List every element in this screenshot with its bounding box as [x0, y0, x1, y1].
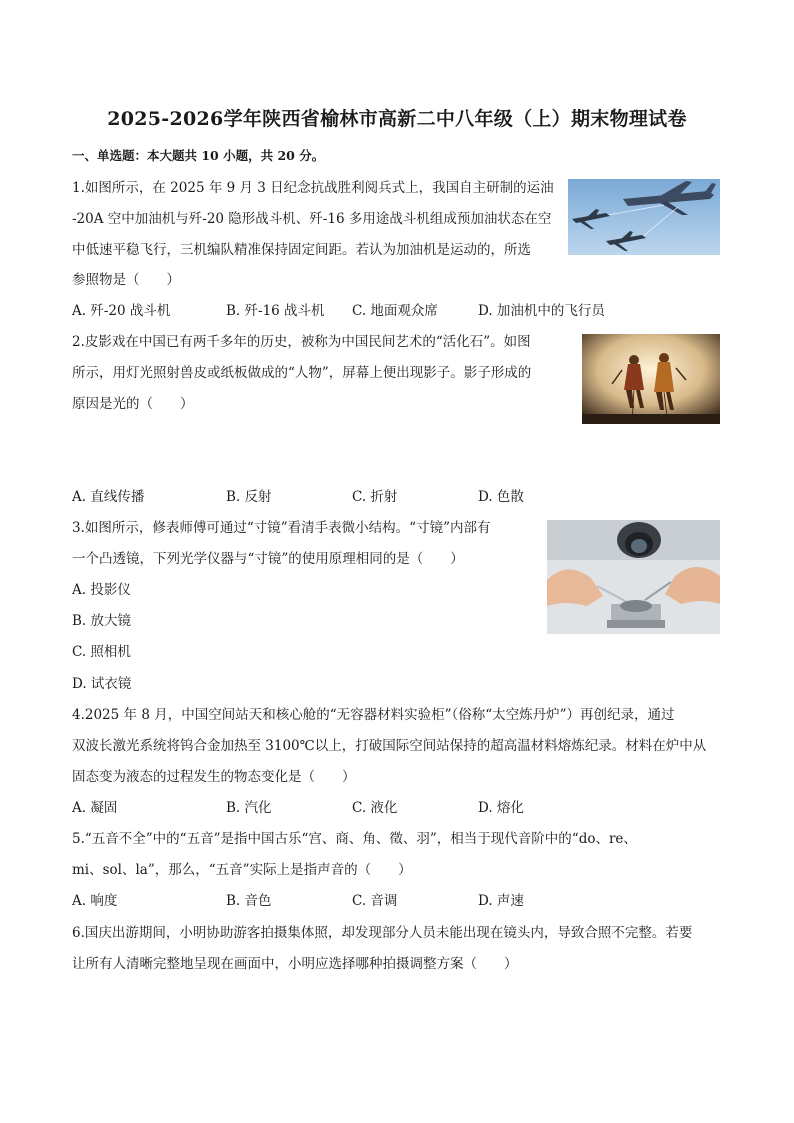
question-3-line-1: 3.如图所示，修表师傅可通过“寸镜”看清手表微小结构。“寸镜”内部有 — [72, 520, 491, 536]
question-1-line-2: -20A 空中加油机与歼-20 隐形战斗机、歼-16 多用途战斗机组成预加油状态在空 — [72, 211, 552, 227]
question-4-option-a[interactable]: A. 凝固 — [72, 800, 118, 816]
question-5-option-d[interactable]: D. 声速 — [478, 893, 524, 909]
question-2-option-a[interactable]: A. 直线传播 — [72, 489, 145, 505]
question-1-option-b[interactable]: B. 歼-16 战斗机 — [226, 303, 325, 319]
question-6-line-1: 6.国庆出游期间，小明协助游客拍摄集体照，却发现部分人员未能出现在镜头内，导致合照不完整。若要 — [72, 925, 693, 941]
question-2-option-c[interactable]: C. 折射 — [352, 489, 398, 505]
watchmaker-loupe-photo — [547, 520, 720, 634]
question-4-line-3: 固态变为液态的过程发生的物态变化是（ ） — [72, 769, 356, 785]
question-5-line-1: 5.“五音不全”中的“五音”是指中国古乐“宫、商、角、徵、羽”，相当于现代音阶中的“do、re、 — [72, 831, 637, 847]
question-4-line-2: 双波长激光系统将钨合金加热至 3100℃以上，打破国际空间站保持的超高温材料熔炼纪录。材料在炉中从 — [72, 738, 707, 754]
question-4-option-d[interactable]: D. 熔化 — [478, 800, 524, 816]
question-3-option-c[interactable]: C. 照相机 — [72, 644, 131, 660]
question-1-line-1: 1.如图所示，在 2025 年 9 月 3 日纪念抗战胜利阅兵式上，我国自主研制的运油 — [72, 180, 554, 196]
shadow-puppet-photo — [582, 334, 720, 424]
question-3-option-a[interactable]: A. 投影仪 — [72, 582, 131, 598]
question-4-option-b[interactable]: B. 汽化 — [226, 800, 272, 816]
question-5-line-2: mi、sol、la”，那么，“五音”实际上是指声音的（ ） — [72, 862, 412, 878]
question-5-option-b[interactable]: B. 音色 — [226, 893, 272, 909]
question-5-option-c[interactable]: C. 音调 — [352, 893, 398, 909]
question-1-line-4: 参照物是（ ） — [72, 272, 180, 288]
question-2-option-d[interactable]: D. 色散 — [478, 489, 524, 505]
question-1-option-c[interactable]: C. 地面观众席 — [352, 303, 438, 319]
question-1-option-a[interactable]: A. 歼-20 战斗机 — [72, 303, 171, 319]
question-3-option-d[interactable]: D. 试衣镜 — [72, 676, 132, 692]
question-1-line-3: 中低速平稳飞行，三机编队精准保持固定间距。若认为加油机是运动的，所选 — [72, 242, 531, 258]
exam-title: 2025-2026学年陕西省榆林市高新二中八年级（上）期末物理试卷 — [107, 108, 687, 130]
aircraft-refueling-photo — [568, 179, 720, 255]
question-1-option-d[interactable]: D. 加油机中的飞行员 — [478, 303, 605, 319]
question-4-option-c[interactable]: C. 液化 — [352, 800, 398, 816]
question-3-option-b[interactable]: B. 放大镜 — [72, 613, 132, 629]
question-2-option-b[interactable]: B. 反射 — [226, 489, 272, 505]
question-2-line-3: 原因是光的（ ） — [72, 396, 194, 412]
question-3-line-2: 一个凸透镜，下列光学仪器与“寸镜”的使用原理相同的是（ ） — [72, 551, 464, 567]
question-2-line-1: 2.皮影戏在中国已有两千多年的历史，被称为中国民间艺术的“活化石”。如图 — [72, 334, 531, 350]
question-6-line-2: 让所有人清晰完整地呈现在画面中，小明应选择哪种拍摄调整方案（ ） — [72, 956, 518, 972]
question-2-line-2: 所示，用灯光照射兽皮或纸板做成的“人物”，屏幕上便出现影子。影子形成的 — [72, 365, 532, 381]
question-4-line-1: 4.2025 年 8 月，中国空间站天和核心舱的“无容器材料实验柜”（俗称“太空炼丹炉”）再创纪录，通过 — [72, 707, 675, 723]
question-5-option-a[interactable]: A. 响度 — [72, 893, 118, 909]
section-heading: 一、单选题：本大题共 10 小题，共 20 分。 — [72, 148, 325, 163]
